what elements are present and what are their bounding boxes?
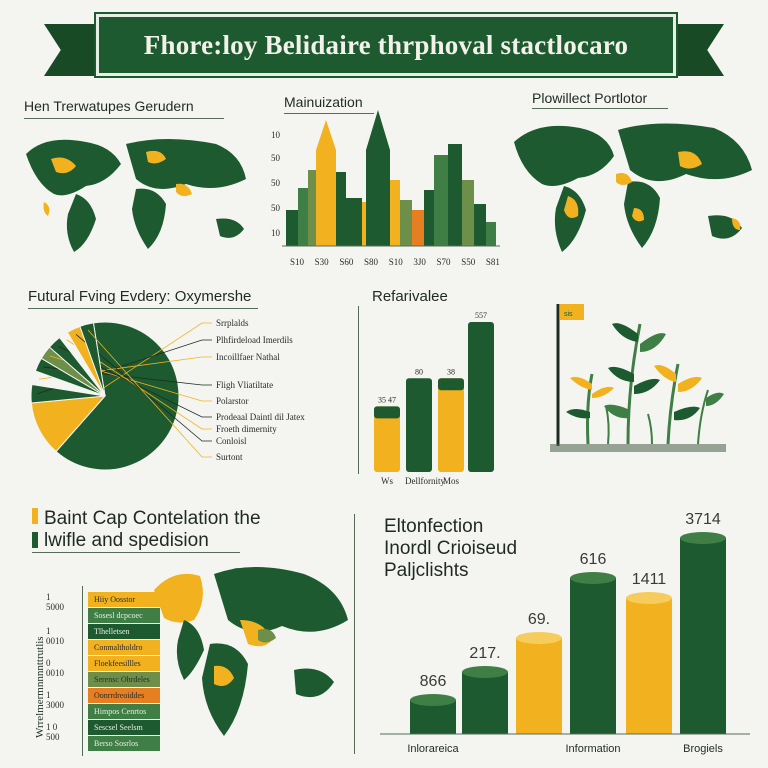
- bottom-bar-cap: [410, 694, 456, 706]
- bottom-bar-category-label: Brogiels: [683, 743, 723, 755]
- pie-label: Srrplalds: [216, 318, 249, 328]
- skyline-x-tick: S50: [461, 257, 476, 267]
- skyline-bar: [346, 198, 362, 246]
- stack-y-tick: 1 5000: [46, 592, 64, 612]
- skyline-bar: [462, 180, 474, 246]
- mid-bar-value-label: 35 47: [378, 395, 396, 405]
- mid-bar-chart: [362, 311, 502, 487]
- world-map-top-right: [508, 112, 760, 270]
- mid-bar: [468, 322, 494, 472]
- skyline-bar: [448, 144, 462, 246]
- bottom-bar-category-label: Information: [565, 743, 621, 755]
- pie-label: Surtont: [216, 452, 243, 462]
- pie-label: Incoillfaer Nathal: [216, 352, 280, 362]
- top-left-rule: [24, 118, 224, 119]
- bottom-left-title-line1: Baint Cap Contelation the: [44, 508, 261, 529]
- bottom-bar-value-label: 866: [419, 673, 447, 690]
- mid-bar-category-label: Mos: [442, 476, 460, 486]
- skyline-x-tick: S10: [388, 257, 403, 267]
- bottom-left-rule: [32, 552, 240, 553]
- bottom-bar: [462, 672, 508, 734]
- mid-bar: [438, 378, 464, 472]
- stack-y-tick: 1 0010: [46, 626, 64, 646]
- skyline-spire: [316, 120, 336, 150]
- skyline-bar: [434, 155, 448, 246]
- skyline-y-axis: [262, 128, 280, 248]
- bottom-bar-value-label: 69.: [527, 611, 551, 628]
- stack-y-tick: 0 0010: [46, 658, 64, 678]
- skyline-bar: [412, 210, 424, 246]
- skyline-bar: [316, 150, 336, 246]
- stack-y-tick: 1 3000: [46, 690, 64, 710]
- flag-label: sis: [564, 311, 573, 318]
- mid-bar-category-label: Ws: [381, 476, 393, 486]
- bottom-bar-value-label: 3714: [685, 511, 721, 528]
- bottom-bar-value-label: 1411: [631, 571, 667, 588]
- mid-chart-axis-line: [358, 306, 359, 474]
- skyline-x-axis: [290, 257, 500, 267]
- skyline-y-tick: 10: [271, 130, 280, 140]
- skyline-chart: [282, 110, 500, 255]
- pie-label: Conloisl: [216, 436, 247, 446]
- stack-axis-line: [82, 586, 83, 756]
- pie-chart: [30, 316, 320, 481]
- skyline-spire: [366, 110, 390, 150]
- bottom-bar: [516, 638, 562, 734]
- skyline-bar: [400, 200, 412, 246]
- skyline-bar: [336, 172, 346, 246]
- bottom-bar: [680, 538, 726, 734]
- stack-box: Sescsel Seelsm: [88, 720, 160, 735]
- skyline-y-tick: 10: [271, 228, 280, 238]
- pie-label: Polarstor: [216, 396, 249, 406]
- mid-bar-value-label: 557: [475, 311, 487, 320]
- pie-label: Prodeaal Daintl dil Jatex: [216, 412, 305, 422]
- mid-mid-title: Refarivalee: [372, 288, 448, 305]
- stack-box: Himpos Cenrtos: [88, 704, 160, 719]
- skyline-x-tick: S80: [364, 257, 379, 267]
- bottom-bar-cap: [626, 592, 672, 604]
- header-ribbon: [96, 14, 676, 76]
- stack-box: Serensc Ohrdeles: [88, 672, 160, 687]
- mid-bar-category-label: Dellfornity: [405, 476, 445, 486]
- skyline-bar: [474, 204, 486, 246]
- skyline-x-tick: S10: [290, 257, 305, 267]
- skyline-x-tick: 3J0: [413, 257, 426, 267]
- bottom-right-title-line2: Inordl Crioiseud: [384, 538, 518, 559]
- bottom-bar-cap: [516, 632, 562, 644]
- bottom-right-title-line3: Paljclishts: [384, 560, 469, 581]
- skyline-x-tick: S70: [436, 257, 451, 267]
- mid-bar-cap: [374, 406, 400, 418]
- plants: [566, 323, 724, 444]
- bottom-bar-category-label: Inlorareica: [407, 743, 459, 755]
- pie-label: Fligh Vliatiltate: [216, 380, 274, 390]
- stack-box: Conmaltholdro: [88, 640, 160, 655]
- skyline-bar: [486, 222, 496, 246]
- skyline-x-tick: S30: [314, 257, 329, 267]
- bottom-right-title-line1: Eltonfection: [384, 516, 484, 537]
- bottom-bar-value-label: 616: [579, 551, 607, 568]
- bottom-bar-cap: [680, 532, 726, 544]
- stack-box: Berso Sosrlos: [88, 736, 160, 751]
- bottom-bar-cap: [570, 572, 616, 584]
- skyline-x-tick: S81: [485, 257, 500, 267]
- stack-box: Hiiy Oosstor: [88, 592, 160, 607]
- bottom-left-title-line2: lwifle and spedision: [44, 530, 209, 551]
- bullet-mark: [32, 532, 38, 548]
- mid-left-title: Futural Fving Evdery: Oxymershe: [28, 288, 252, 305]
- ground: [550, 444, 726, 452]
- top-mid-title: Mainuization: [284, 94, 363, 110]
- mid-bar-value-label: 38: [447, 367, 455, 377]
- top-left-title: Hen Trerwatupes Gerudern: [24, 98, 194, 114]
- pie-label: Froeth dimernity: [216, 424, 277, 434]
- mid-left-rule: [28, 308, 258, 309]
- bottom-bar-chart: [380, 510, 750, 765]
- bottom-bar-value-label: 217.: [469, 645, 501, 662]
- bottom-bar-cap: [462, 666, 508, 678]
- stack-box: Oonrrdreoiddes: [88, 688, 160, 703]
- skyline-y-tick: 50: [271, 153, 280, 163]
- skyline-bar: [298, 188, 308, 246]
- bullet-mark: [32, 508, 38, 524]
- stack-box: Floekfeesillles: [88, 656, 160, 671]
- skyline-y-tick: 50: [271, 203, 280, 213]
- plant-illustration: [548, 294, 728, 469]
- top-right-rule: [532, 108, 668, 109]
- mid-bar: [406, 378, 432, 472]
- world-map-bottom: [144, 560, 354, 760]
- skyline-x-tick: S60: [339, 257, 354, 267]
- pie-label: Plhfirdeload Imerdils: [216, 335, 293, 345]
- skyline-y-tick: 50: [271, 178, 280, 188]
- stack-y-tick: 1 0 500: [46, 722, 60, 742]
- skyline-bar: [286, 210, 298, 246]
- world-map-top-left: [16, 124, 256, 264]
- stack-box: Tlhelletsen: [88, 624, 160, 639]
- bottom-right-divider: [354, 514, 355, 754]
- bottom-bar: [570, 578, 616, 734]
- skyline-bar: [366, 150, 390, 246]
- bottom-bar: [626, 598, 672, 734]
- mid-bar-value-label: 80: [415, 367, 423, 377]
- skyline-bar: [424, 190, 434, 246]
- stack-box: Sosesl dcpcoec: [88, 608, 160, 623]
- ribbon-tail-left: [44, 24, 104, 76]
- mid-bar-cap: [438, 378, 464, 390]
- bottom-left-axis-label: Wrrelmermnnnnttrutlis: [34, 636, 46, 738]
- page-title: Fhore:loy Belidaire thrphoval stactlocaro: [143, 29, 629, 60]
- skyline-bar: [390, 180, 400, 246]
- top-right-title: Plowillect Portlotor: [532, 90, 648, 106]
